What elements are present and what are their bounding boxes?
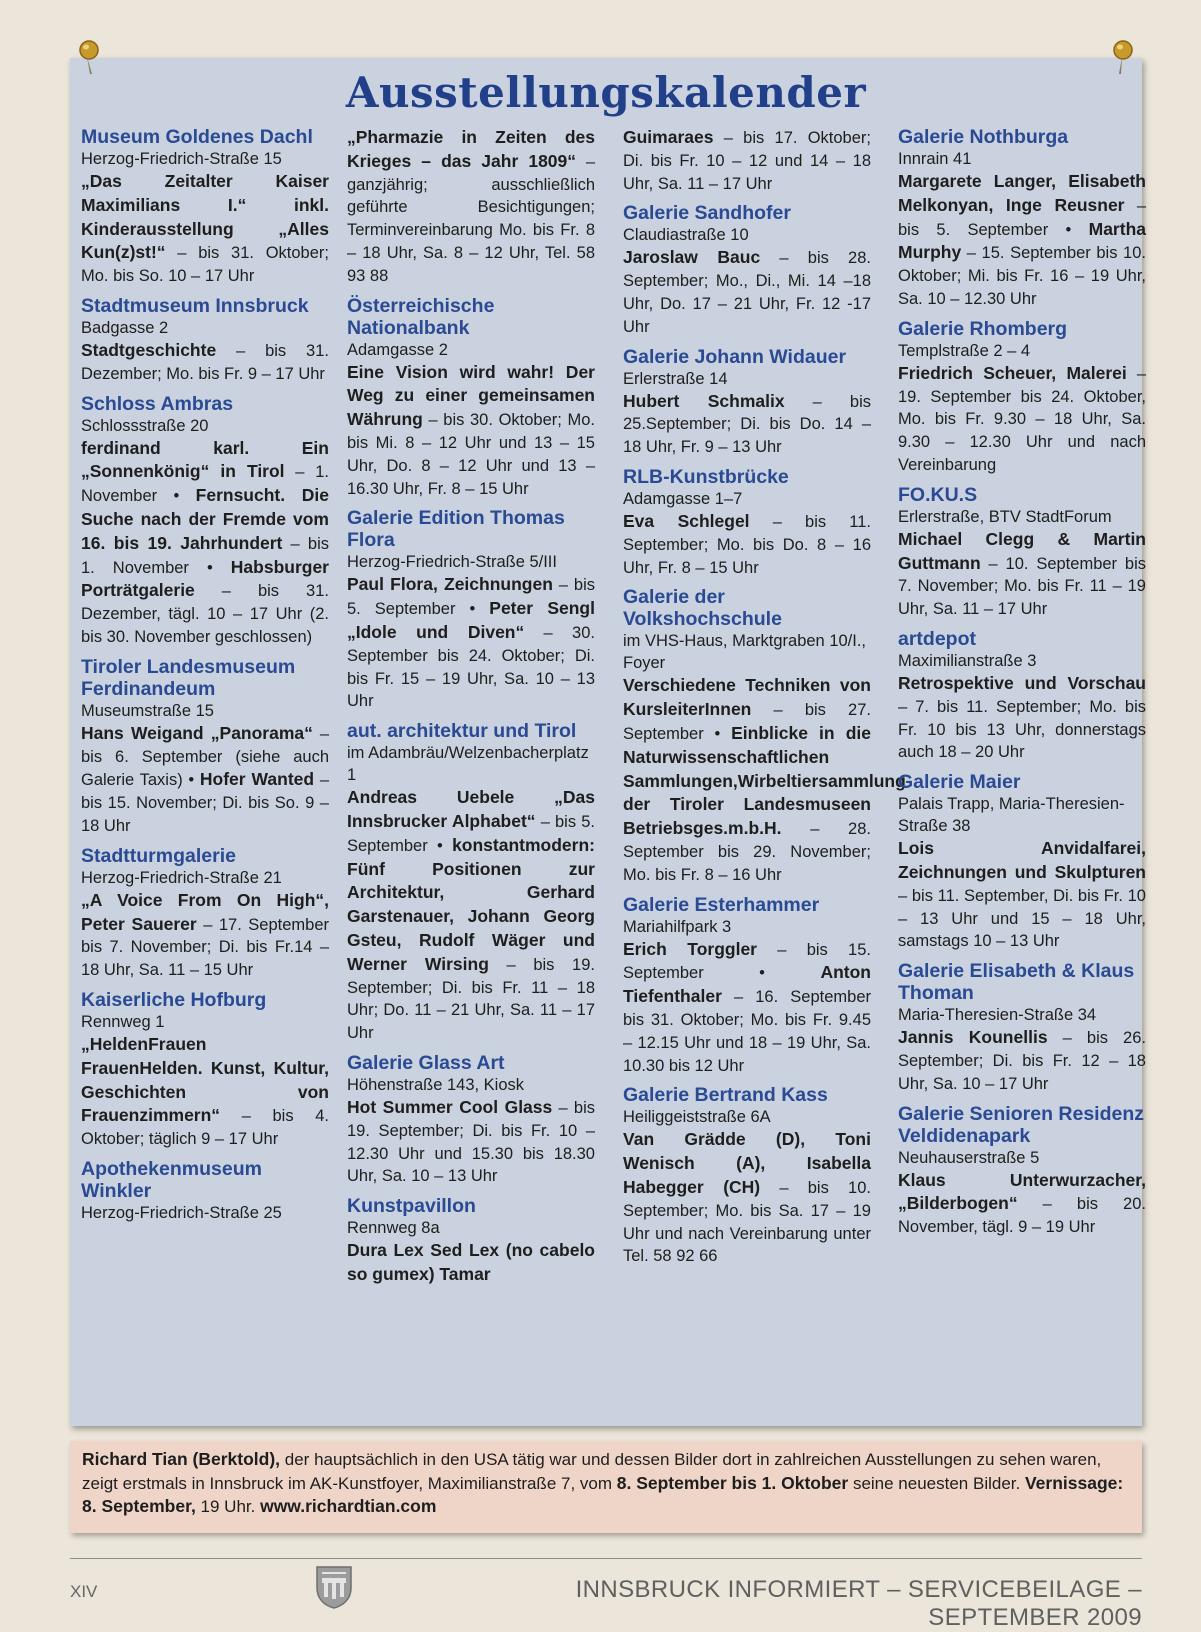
calendar-entry: [623, 586, 906, 886]
calendar-entry: [347, 720, 595, 1045]
exhibition-title: Fernsucht. Die Suche nach der Fremde vom 16. bis 19. Jahrhundert: [81, 485, 329, 553]
venue-name: aut. architektur und Tirol: [347, 720, 577, 743]
venue-address: Claudiastraße 10: [623, 226, 749, 245]
exhibition-title: Verschiedene Techniken von KursleiterInnen: [623, 675, 871, 720]
exhibition-details: – bis 19. September; Di. bis Fr. 10 – 12.30 Uhr und 15.30 bis 18.30 Uhr, Sa. 10 – 13 Uhr: [347, 1098, 595, 1186]
exhibition-description: [623, 246, 871, 338]
exhibition-title: www.richardtian.com: [260, 1496, 437, 1516]
page-number: XIV: [70, 1582, 98, 1601]
exhibition-details: – bis 25.September; Di. bis Do. 14 – 18 Uhr, Fr. 9 – 13 Uhr: [623, 392, 871, 457]
calendar-entry: [81, 1158, 329, 1224]
exhibition-description: [898, 1169, 1146, 1239]
exhibition-title: Vernissage: 8. September,: [82, 1472, 1124, 1516]
exhibition-description: [623, 938, 871, 1078]
exhibition-description: [898, 528, 1146, 621]
exhibition-title: Hot Summer Cool Glass: [347, 1096, 553, 1117]
exhibition-details: – bis 31. Dezember; Mo. bis Fr. 9 – 17 Uhr: [81, 341, 329, 383]
exhibition-details: – bis 31. Dezember, tägl. 10 – 17 Uhr (2. bis 30. November geschlossen): [81, 582, 329, 646]
exhibition-details: – bis 11. September, Di. bis Fr. 10 – 13 Uhr und 15 – 18 Uhr, samstags 10 – 13 Uhr: [898, 886, 1146, 951]
venue-address: Adamgasse 1–7: [623, 489, 743, 508]
exhibition-title: Stadtgeschichte: [81, 339, 217, 360]
exhibition-details: – bis 26. September; Di. bis Fr. 12 – 18 Uhr, Sa. 10 – 17 Uhr: [898, 1029, 1146, 1093]
calendar-entry: [898, 1103, 1146, 1239]
exhibition-details: seine neuesten Bilder.: [848, 1473, 1025, 1493]
exhibition-description: [81, 339, 329, 386]
exhibition-description: [623, 510, 871, 579]
exhibition-details: – bis 11. September; Mo. bis Do. 8 – 16 Uhr, Fr. 8 – 15 Uhr: [623, 512, 871, 577]
venue-name: Kunstpavillon: [347, 1195, 476, 1218]
venue-address: Höhenstraße 143, Kiosk: [347, 1075, 525, 1094]
running-title: INNSBRUCK INFORMIERT – SERVICEBEILAGE – SEPTEMBER 2009: [575, 1576, 1142, 1631]
exhibition-details: – bis 4. Oktober; täglich 9 – 17 Uhr: [81, 1107, 329, 1149]
calendar-column-4: [898, 126, 1146, 1246]
exhibition-title: Eva Schlegel: [623, 510, 750, 531]
venue-name: Galerie Sandhofer: [623, 202, 791, 225]
venue-name: Galerie Maier: [898, 771, 1021, 794]
exhibition-details: – bis 17. Oktober; Di. bis Fr. 10 – 12 und 14 – 18 Uhr, Sa. 11 – 17 Uhr: [623, 129, 871, 193]
exhibition-details: – bis 15. September •: [623, 940, 871, 983]
calendar-entry: [623, 202, 871, 338]
exhibition-title: Erich Torggler: [623, 938, 757, 959]
exhibition-details: – bis 30. Oktober; Mo. bis Mi. 8 – 12 Uhr und 13 – 15 Uhr, Do. 8 – 12 Uhr und 13 – 16.30 Uhr, Fr. 8 – 15 Uhr: [347, 411, 595, 498]
venue-address: Palais Trapp, Maria-Theresien-Straße 38: [898, 795, 1125, 836]
calendar-column-3: [623, 126, 906, 1275]
exhibition-note: [82, 1448, 1132, 1519]
exhibition-details: – bis 15. November; Di. bis So. 9 – 18 Uhr: [81, 771, 329, 835]
venue-name: artdepot: [898, 627, 976, 650]
exhibition-details: – 7. bis 11. September; Mo. bis Fr. 10 bis 13 Uhr, donnerstags auch 18 – 20 Uhr: [898, 697, 1146, 762]
exhibition-details: – 30. September bis 24. Oktober; Di. bis Fr. 15 – 19 Uhr, Sa. 10 – 13 Uhr: [347, 623, 595, 711]
venue-address: Neuhauserstraße 5: [898, 1148, 1040, 1167]
exhibition-description: [898, 837, 1146, 953]
venue-name: Galerie Johann Widauer: [623, 345, 847, 368]
exhibition-title: Guimaraes: [623, 127, 714, 147]
venue-address: Mariahilfpark 3: [623, 917, 732, 936]
calendar-column-1: [81, 126, 329, 1231]
exhibition-description: [347, 1096, 595, 1188]
calendar-entry: [623, 894, 871, 1078]
calendar-entry: [623, 1084, 871, 1268]
exhibition-description: [81, 889, 329, 982]
venue-address: Museumstraße 15: [81, 701, 214, 720]
exhibition-details: der hauptsächlich in den USA tätig war und dessen Bilder dort in zahlreichen Ausstellungen zu sehen waren, zeigt erstmals in Innsbruck im AK-Kunstfoyer, Maximilianstraße 7, vom: [82, 1450, 1102, 1493]
exhibition-details: – 17. September bis 7. November; Di. bis Fr.14 – 18 Uhr, Sa. 11 – 15 Uhr: [81, 915, 329, 980]
exhibition-description: [898, 170, 1146, 311]
venue-address: Schlossstraße 20: [81, 416, 209, 435]
exhibition-description: [81, 437, 329, 649]
venue-name: FO.KU.S: [898, 483, 978, 506]
exhibition-details: – 28. September bis 29. November; Mo. bis Fr. 8 – 16 Uhr: [623, 820, 871, 884]
exhibition-title: Andreas Uebele „Das Innsbrucker Alphabet“: [347, 787, 595, 831]
calendar-entry: [81, 845, 329, 982]
footer-divider: [70, 1558, 1142, 1559]
exhibition-description: [347, 786, 595, 1045]
venue-name: Galerie Elisabeth & Klaus Thoman: [898, 960, 1135, 1005]
calendar-entry: [81, 126, 329, 288]
exhibition-details: – 16. September bis 31. Oktober; Mo. bis Fr. 9.45 – 12.15 Uhr und 18 – 19 Uhr, Sa. 10.30 bis 12 Uhr: [623, 988, 871, 1075]
exhibition-title: Lois Anvidalfarei, Zeichnungen und Skulpturen: [898, 838, 1146, 882]
venue-address: Rennweg 8a: [347, 1219, 440, 1238]
exhibition-title: Margarete Langer, Elisabeth Melkonyan, Inge Reusner: [898, 171, 1146, 215]
calendar-entry: [623, 126, 871, 195]
exhibition-title: Peter Sengl „Idole und Diven“: [347, 598, 595, 642]
exhibition-title: „A Voice From On High“, Peter Sauerer: [81, 889, 329, 934]
exhibition-title: Jaroslaw Bauc: [623, 247, 761, 268]
exhibition-title: Friedrich Scheuer, Malerei: [898, 362, 1127, 383]
exhibition-title: ferdinand karl. Ein „Sonnenkönig“ in Tirol: [81, 437, 329, 482]
venue-address: Herzog-Friedrich-Straße 25: [81, 1203, 282, 1222]
exhibition-details: – bis 5. September •: [347, 812, 595, 855]
exhibition-description: [81, 170, 329, 288]
exhibition-description: [898, 672, 1146, 764]
exhibition-title: „Das Zeitalter Kaiser Maximilians I.“ inkl. Kinderausstellung „Alles Kun(z)st!“: [81, 171, 329, 263]
exhibition-details: – 15. September bis 10. Oktober; Mi. bis Fr. 16 – 19 Uhr, Sa. 10 – 12.30 Uhr: [898, 244, 1146, 308]
venue-address: Maximilianstraße 3: [898, 651, 1037, 670]
venue-address: Maria-Theresien-Straße 34: [898, 1006, 1097, 1025]
venue-address: Erlerstraße, BTV StadtForum: [898, 507, 1112, 526]
page-title: Ausstellungskalender: [345, 68, 867, 117]
exhibition-details: 19 Uhr.: [195, 1497, 261, 1516]
venue-address: Innrain 41: [898, 150, 972, 168]
venue-name: RLB-Kunstbrücke: [623, 465, 789, 488]
venue-name: Kaiserliche Hofburg: [81, 988, 267, 1011]
calendar-entry: [898, 771, 1146, 953]
exhibition-details: – bis 31. Oktober; Mo. bis So. 10 – 17 Uhr: [81, 244, 329, 286]
venue-address: im VHS-Haus, Marktgraben 10/I., Foyer: [623, 632, 867, 673]
exhibition-title: „Pharmazie in Zeiten des Krieges – das Jahr 1809“: [347, 127, 595, 171]
exhibition-details: – bis 6. September (siehe auch Galerie Taxis) •: [81, 724, 329, 790]
calendar-entry: [347, 1052, 595, 1188]
exhibition-title: Eine Vision wird wahr! Der Weg zu einer gemeinsamen Währung: [347, 361, 595, 430]
exhibition-title: Einblicke in die Naturwissenschaftlichen Sammlungen,Wirbeltiersammlung der Tiroler Landesmuseen Betriebsges.m.b.H.: [623, 722, 906, 839]
exhibition-title: Richard Tian (Berktold),: [82, 1449, 281, 1469]
exhibition-details: – bis 5. September •: [898, 196, 1146, 239]
exhibition-title: Klaus Unterwurzacher, „Bilderbogen“: [898, 1169, 1146, 1214]
venue-address: Erlerstraße 14: [623, 369, 728, 388]
venue-name: Tiroler Landesmuseum Ferdinandeum: [81, 655, 296, 700]
exhibition-title: Jannis Kounellis: [898, 1027, 1048, 1048]
calendar-entry: [623, 466, 871, 579]
calendar-entry: [81, 295, 329, 386]
exhibition-title: Paul Flora, Zeichnungen: [347, 574, 553, 595]
venue-address: Templstraße 2 – 4: [898, 341, 1031, 360]
calendar-entry: [898, 484, 1146, 621]
venue-name: Schloss Ambras: [81, 392, 234, 415]
exhibition-title: Michael Clegg & Martin Guttmann: [898, 528, 1146, 573]
exhibition-details: – 10. September bis 7. November; Mo. bis Fr. 11 – 19 Uhr, Sa. 11 – 17 Uhr: [898, 554, 1146, 619]
venue-name: Galerie Esterhammer: [623, 893, 820, 916]
exhibition-title: Dura Lex Sed Lex (no cabelo so gumex) Tamar: [347, 1240, 595, 1284]
exhibition-title: Hubert Schmalix: [623, 390, 785, 411]
venue-address: Adamgasse 2: [347, 340, 448, 359]
exhibition-description: [347, 361, 595, 501]
exhibition-description: [623, 390, 871, 459]
exhibition-title: Habsburger Porträtgalerie: [81, 556, 329, 601]
venue-address: Herzog-Friedrich-Straße 15: [81, 150, 282, 168]
exhibition-title: Retrospektive und Vorschau: [898, 672, 1146, 693]
exhibition-description: [347, 573, 595, 713]
calendar-entry: [347, 295, 595, 501]
venue-address: Rennweg 1: [81, 1012, 165, 1031]
exhibition-title: „HeldenFrauen FrauenHelden. Kunst, Kultur, Geschichten von Frauenzimmern“: [81, 1033, 329, 1126]
exhibition-description: [623, 126, 871, 195]
venue-name: Österreichische Nationalbank: [347, 294, 495, 339]
venue-address: Badgasse 2: [81, 318, 169, 337]
exhibition-details: – bis 27. September •: [623, 701, 871, 743]
exhibition-description: [347, 126, 595, 288]
exhibition-details: – bis 20. November, tägl. 9 – 19 Uhr: [898, 1195, 1146, 1237]
calendar-entry: [347, 1195, 595, 1287]
calendar-entry: [347, 126, 595, 288]
venue-name: Galerie Nothburga: [898, 126, 1069, 148]
venue-name: Stadtmuseum Innsbruck: [81, 294, 309, 317]
venue-address: Herzog-Friedrich-Straße 5/III: [347, 553, 557, 572]
exhibition-details: – 1. November •: [81, 463, 329, 506]
exhibition-description: [898, 362, 1146, 477]
exhibition-title: konstantmodern: Fünf Positionen zur Architektur, Gerhard Garstenauer, Johann Georg Gsteu, Rudolf Wäger und Werner Wirsing: [347, 834, 595, 974]
venue-name: Stadtturmgalerie: [81, 844, 236, 867]
calendar-entry: [898, 628, 1146, 764]
venue-name: Galerie Bertrand Kass: [623, 1084, 828, 1107]
exhibition-description: [347, 1239, 595, 1287]
exhibition-title: Martha Murphy: [898, 218, 1146, 263]
exhibition-details: – bis 19. September; Di. bis Fr. 11 – 18 Uhr; Do. 11 – 21 Uhr, Sa. 11 – 17 Uhr: [347, 955, 595, 1043]
calendar-entry: [81, 393, 329, 649]
exhibition-title: Hans Weigand „Panorama“: [81, 722, 313, 743]
exhibition-title: Van Grädde (D), Toni Wenisch (A), Isabella Habegger (CH): [623, 1129, 871, 1197]
venue-name: Galerie Glass Art: [347, 1051, 505, 1074]
exhibition-title: Anton Tiefenthaler: [623, 962, 871, 1007]
venue-address: Herzog-Friedrich-Straße 21: [81, 868, 282, 887]
exhibition-details: – bis 10. September; Mo. bis Sa. 17 – 19 Uhr und nach Vereinbarung unter Tel. 58 92 66: [623, 1178, 871, 1266]
city-crest-icon: [314, 1564, 354, 1610]
exhibition-title: Hofer Wanted: [199, 769, 315, 790]
venue-name: Galerie Edition Thomas Flora: [347, 507, 565, 552]
venue-name: Galerie der Volkshochschule: [623, 586, 782, 631]
calendar-column-2: [347, 126, 595, 1294]
exhibition-title: 8. September bis 1. Oktober: [616, 1472, 849, 1493]
exhibition-details: – bis 1. November •: [81, 534, 330, 577]
calendar-entry: [81, 989, 329, 1151]
calendar-entry: [898, 960, 1146, 1095]
exhibition-description: [81, 1033, 329, 1151]
venue-name: Museum Goldenes Dachl: [81, 126, 313, 148]
exhibition-description: [81, 722, 329, 838]
exhibition-details: – bis 28. September; Mo., Di., Mi. 14 –18 Uhr, Do. 17 – 21 Uhr, Fr. 12 -17 Uhr: [623, 249, 871, 336]
venue-name: Galerie Rhomberg: [898, 317, 1068, 340]
calendar-entry: [898, 126, 1146, 311]
exhibition-details: – ganzjährig; ausschließlich geführte Besichtigungen; Terminvereinbarung Mo. bis Fr. 8 – 18 Uhr, Sa. 8 – 12 Uhr, Tel. 58 93 88: [347, 152, 596, 285]
calendar-entry: [623, 346, 871, 459]
calendar-entry: [347, 507, 595, 713]
venue-address: Heiliggeiststraße 6A: [623, 1108, 771, 1127]
calendar-entry: [81, 656, 329, 838]
exhibition-description: [898, 1026, 1146, 1095]
calendar-entry: [898, 318, 1146, 477]
exhibition-description: [623, 674, 906, 886]
exhibition-details: – 19. September bis 24. Oktober, Mo. bis Fr. 9.30 – 18 Uhr, Sa. 9.30 – 12.30 Uhr und nach Vereinbarung: [898, 364, 1146, 474]
venue-name: Galerie Senioren Residenz Veldidenapark: [898, 1102, 1145, 1147]
venue-name: Apothekenmuseum Winkler: [81, 1157, 262, 1202]
exhibition-details: – bis 5. September •: [347, 576, 595, 619]
venue-address: im Adambräu/Welzenbacherplatz 1: [347, 744, 589, 785]
exhibition-description: [623, 1128, 871, 1268]
